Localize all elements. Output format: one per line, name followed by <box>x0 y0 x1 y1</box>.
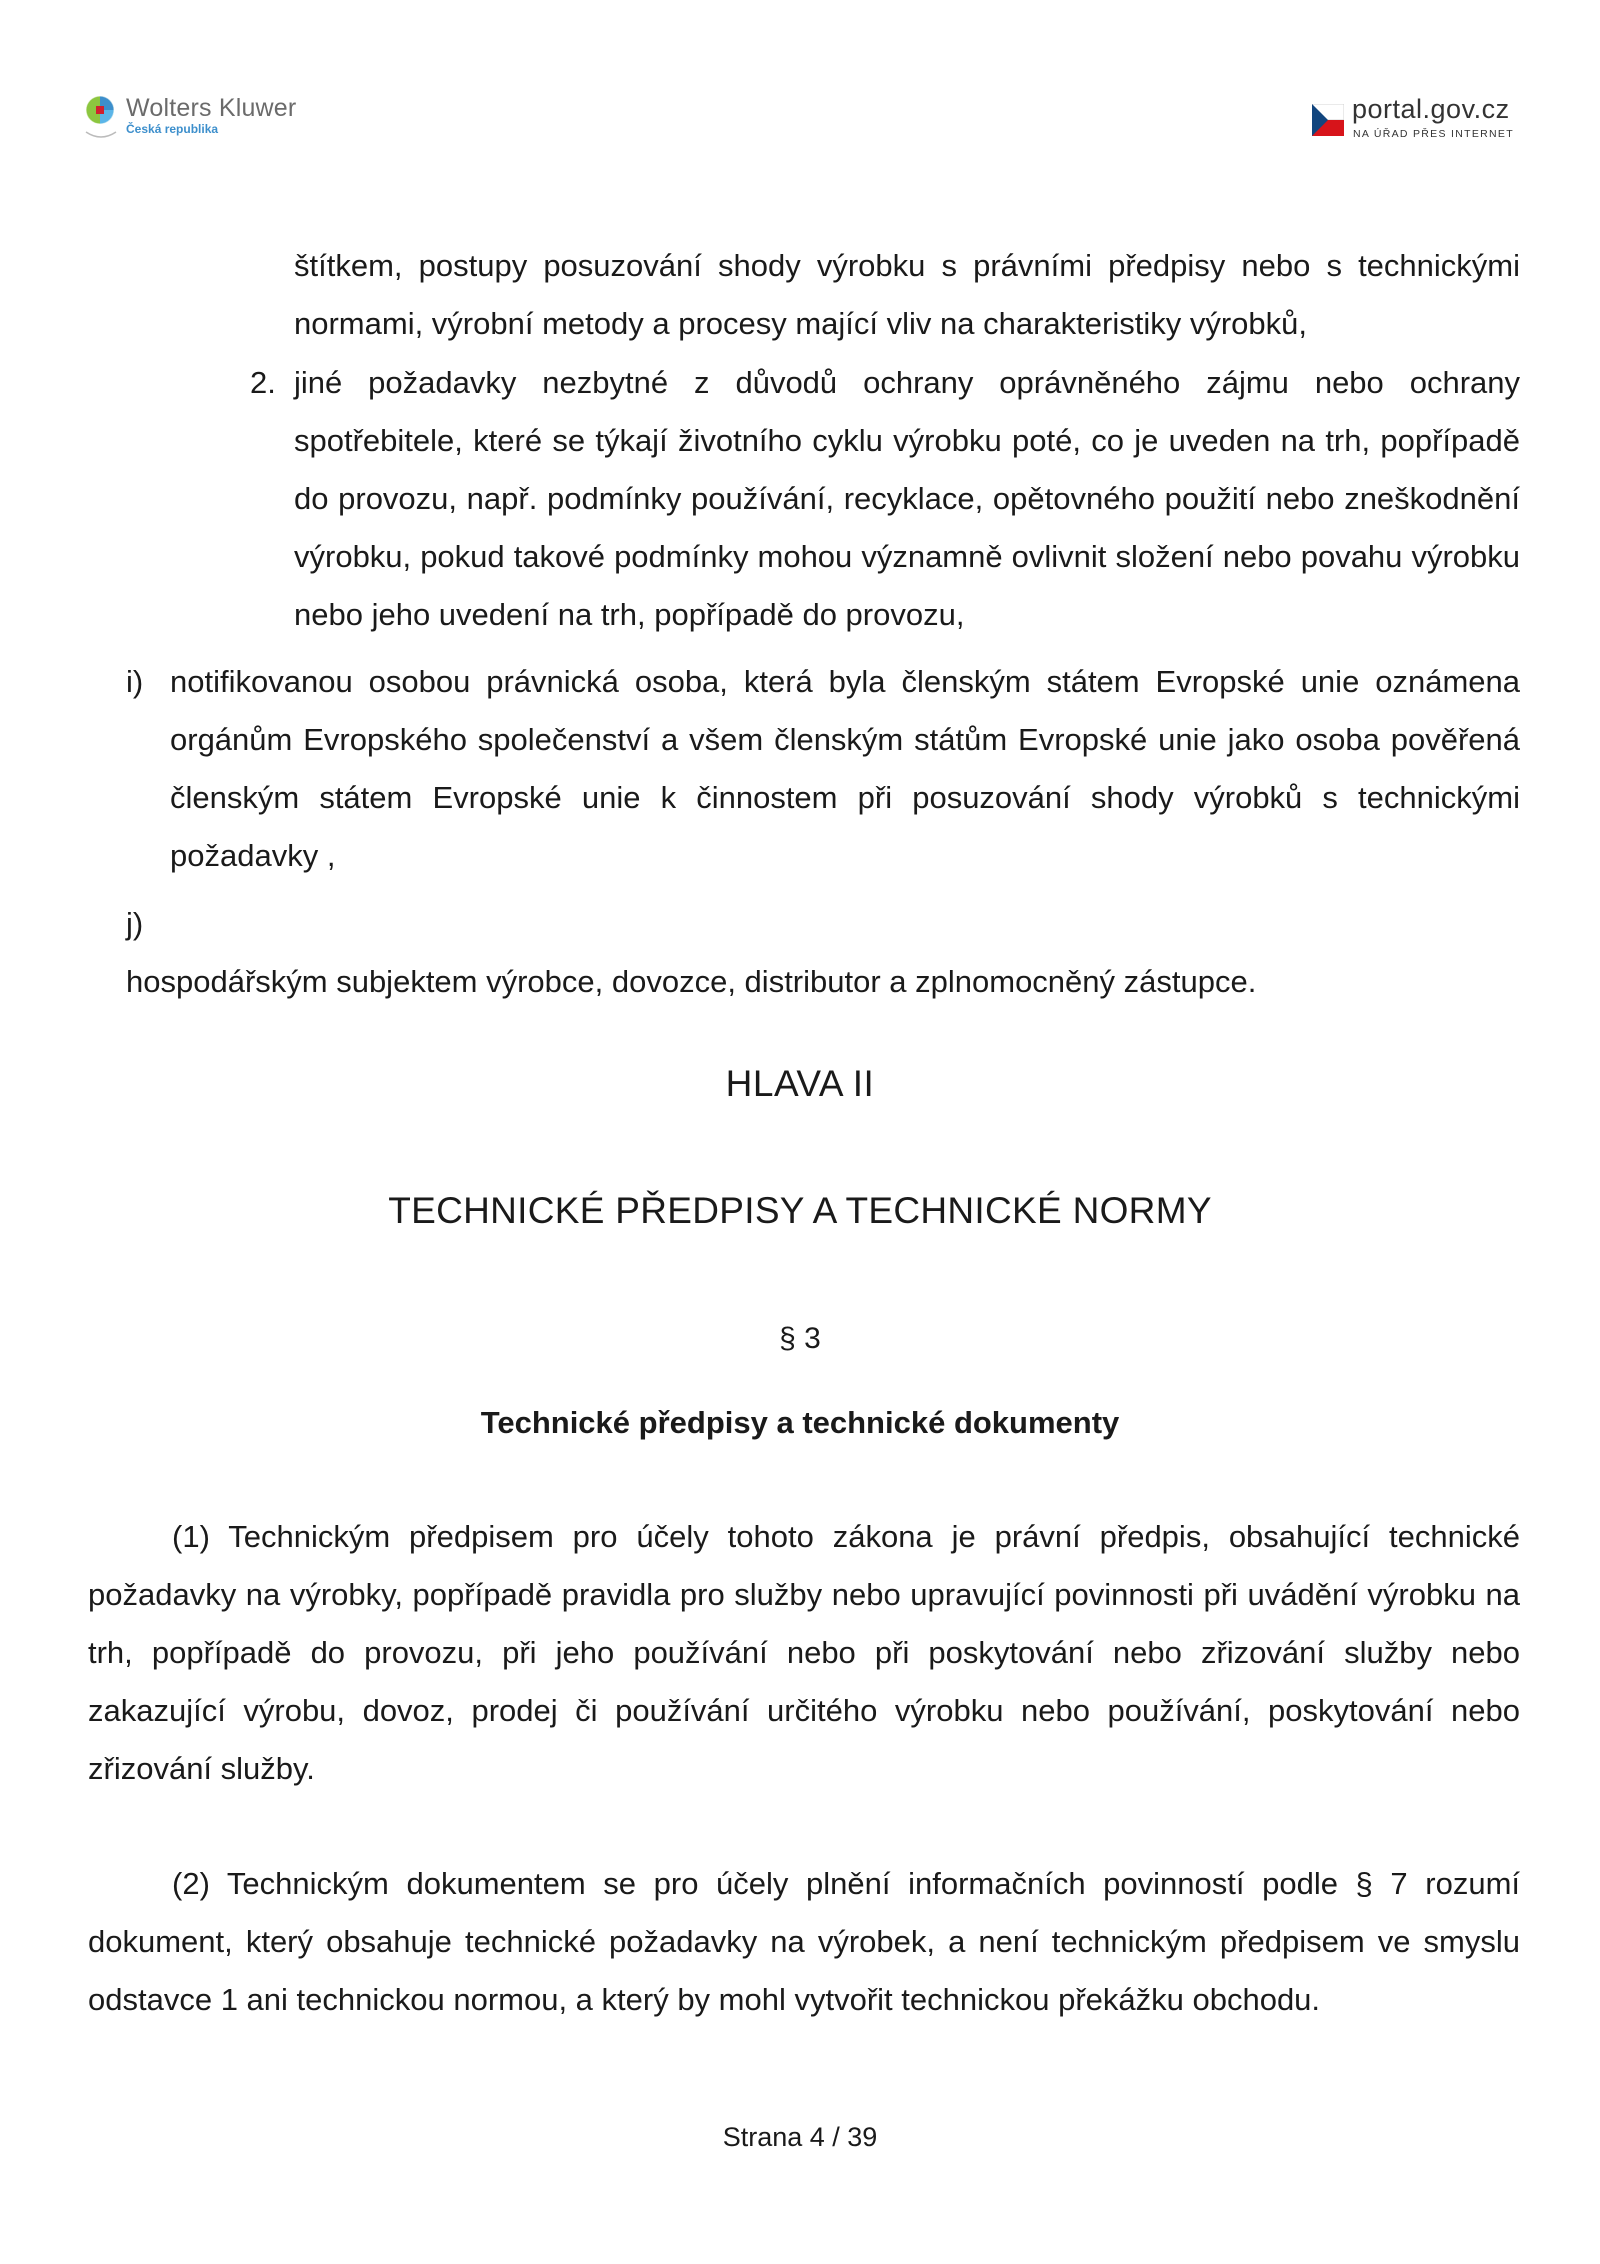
portal-gov-name: portal.gov.cz <box>1352 94 1510 124</box>
globe-icon <box>84 94 116 126</box>
paragraph-2: (2) Technickým dokumentem se pro účely plnění informačních povinností podle § 7 rozumí dokument, který obsahuje technické požadavky na výrobek, a není technickým předpisem ve smyslu odstavce 1 ani technickou normou, a který by mohl vytvořit technickou překážku obchodu. <box>88 1866 1520 2017</box>
paragraph-1: (1) Technickým předpisem pro účely tohoto zákona je právní předpis, obsahující technické požadavky na výrobky, popřípadě pravidla pro služby nebo upravující povinnosti při uvádění výrobku na trh, popřípadě do provozu, při jeho používání nebo při poskytování nebo zřizování služby nebo zakazující výrobu, dovoz, prodej či používání určitého výrobku nebo používání, poskytování nebo zřizování služby. <box>88 1519 1520 1786</box>
chapter-heading: HLAVA II <box>725 1063 875 1104</box>
list-item-j <box>126 895 1520 1011</box>
list-item-text: notifikovanou osobou právnická osoba, která byla členským státem Evropské unie oznámena orgánům Evropského společenství a všem členským státům Evropské unie jako osoba pověřená členským státem Evropské unie k činnostem při posuzování shody výrobků s technickými požadavky , <box>170 664 1520 873</box>
list-item-label: i) <box>126 664 144 699</box>
list-item-label: j) <box>126 906 144 941</box>
section-number: § 3 <box>779 1322 821 1355</box>
portal-gov-subtitle: NA ÚŘAD PŘES INTERNET <box>1353 128 1514 140</box>
wolters-kluwer-logo <box>84 92 304 144</box>
section-title: Technické předpisy a technické dokumenty <box>480 1405 1120 1440</box>
list-item-text: hospodářským subjektem výrobce, dovozce, distributor a zplnomocněný zástupce. <box>126 964 1257 999</box>
czech-flag-icon <box>1312 104 1344 136</box>
list-item-number: 2. <box>250 365 276 400</box>
list-item-2 <box>250 354 1520 644</box>
chapter-title: TECHNICKÉ PŘEDPISY A TECHNICKÉ NORMY <box>388 1190 1212 1231</box>
logo-swoosh-icon <box>84 130 118 140</box>
list-item-text: jiné požadavky nezbytné z důvodů ochrany oprávněného zájmu nebo ochrany spotřebitele, které se týkají životního cyklu výrobku poté, co je uveden na trh, popřípadě do provozu, např. podmínky používání, recyklace, opětovného použití nebo zneškodnění výrobku, pokud takové podmínky mohou významně ovlivnit složení nebo povahu výrobku nebo jeho uvedení na trh, popřípadě do provozu, <box>294 365 1520 632</box>
portal-gov-logo <box>1312 94 1532 144</box>
wolters-kluwer-subtitle: Česká republika <box>126 122 219 136</box>
list-item-i <box>126 653 1520 885</box>
page-number: Strana 4 / 39 <box>722 2122 878 2152</box>
wolters-kluwer-name: Wolters Kluwer <box>126 94 297 122</box>
list-item-continuation: štítkem, postupy posuzování shody výrobku s právními předpisy nebo s technickými normami, výrobní metody a procesy mající vliv na charakteristiky výrobků, <box>294 248 1520 341</box>
